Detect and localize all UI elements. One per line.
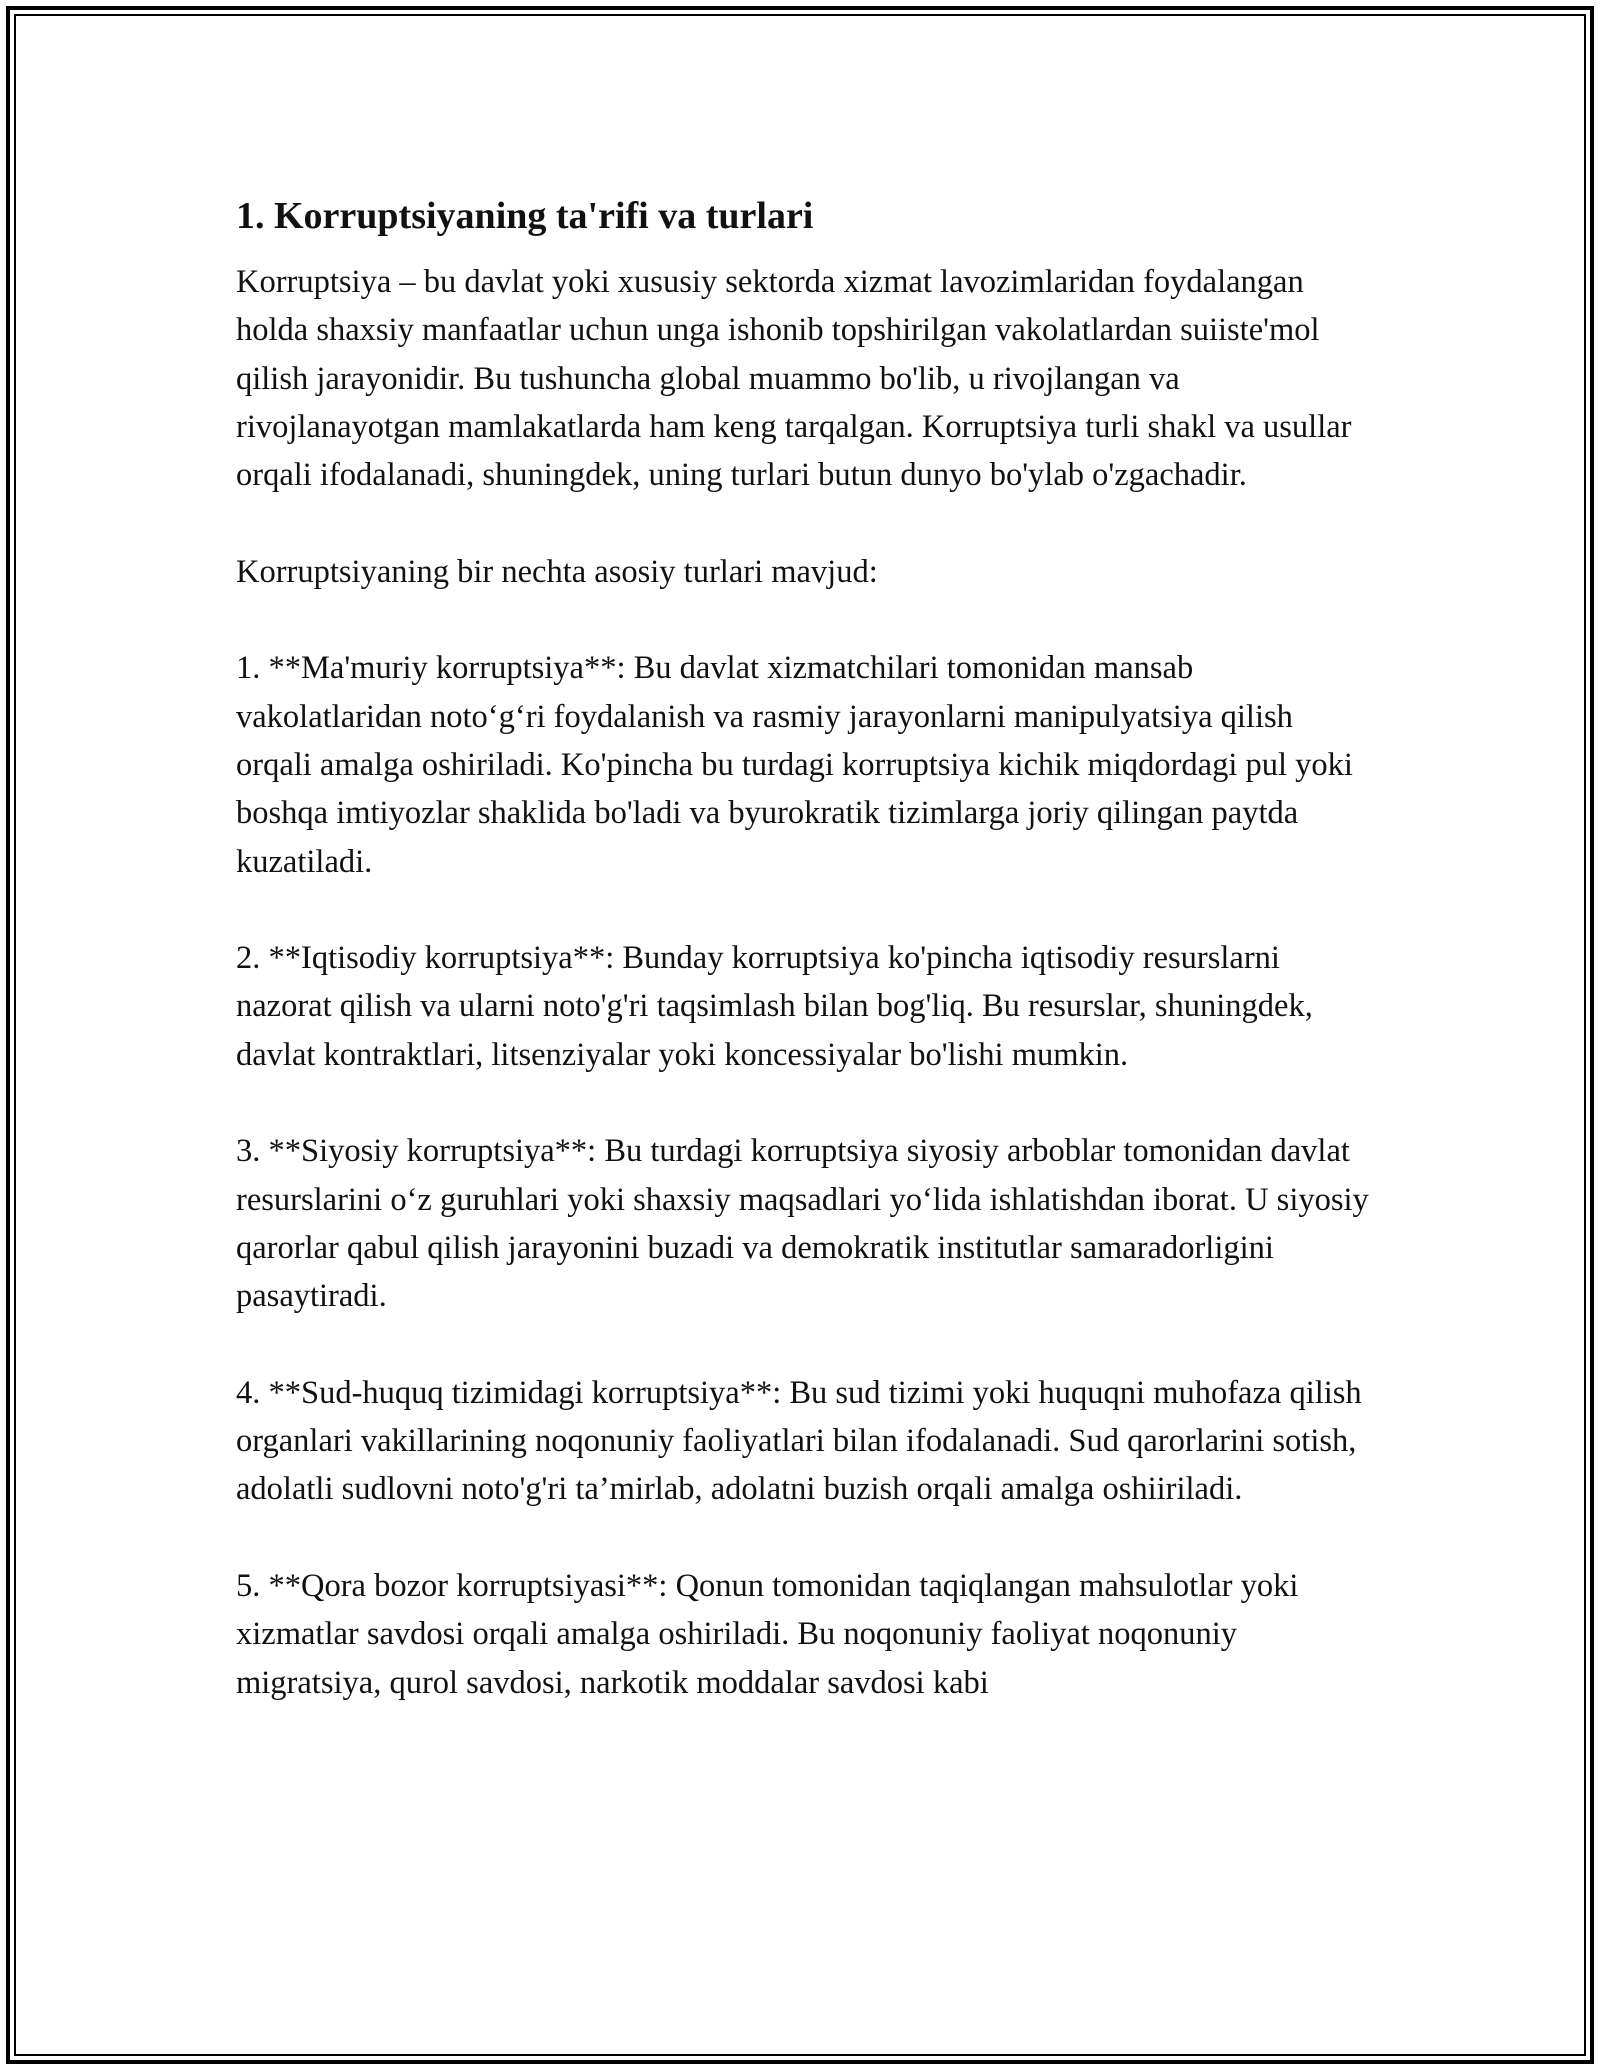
type-item-black-market: 5. **Qora bozor korruptsiyasi**: Qonun tomonidan taqiqlangan mahsulotlar yoki xizmatlar savdosi orqali amalga oshiriladi. Bu noqonuniy faoliyat noqonuniy migratsiya, qurol savdosi, narkotik moddalar savdosi kabi — [236, 1568, 1299, 1701]
document-body — [236, 188, 1376, 1707]
types-intro-paragraph: Korruptsiyaning bir nechta asosiy turlari mavjud: — [236, 553, 878, 590]
intro-paragraph: Korruptsiya – bu davlat yoki xususiy sektorda xizmat lavozimlaridan foydalangan holda shaxsiy manfaatlar uchun unga ishonib topshirilgan vakolatlardan suiiste'mol qilish jarayonidir. Bu tushuncha global muammo bo'lib, u rivojlangan va rivojlanayotgan mamlakatlarda ham keng tarqalgan. Korruptsiya turli shakl va usullar orqali ifodalanadi, shuningdek, uning turlari butun dunyo bo'ylab o'zgachadir. — [236, 264, 1352, 494]
document-heading: 1. Korruptsiyaning ta'rifi va turlari — [236, 195, 814, 237]
type-item-economic: 2. **Iqtisodiy korruptsiya**: Bunday korruptsiya ko'pincha iqtisodiy resurslarni nazorat qilish va ularni noto'g'ri taqsimlash bilan bog'liq. Bu resurslar, shuningdek, davlat kontraktlari, litsenziyalar yoki koncessiyalar bo'lishi mumkin. — [236, 940, 1313, 1073]
type-item-judicial: 4. **Sud-huquq tizimidagi korruptsiya**: Bu sud tizimi yoki huquqni muhofaza qilish organlari vakillarining noqonuniy faoliyatlari bilan ifodalanadi. Sud qarorlarini sotish, adolatli sudlovni noto'g'ri ta’mirlab, adolatni buzish orqali amalga oshiiriladi. — [236, 1374, 1362, 1508]
type-item-administrative: 1. **Ma'muriy korruptsiya**: Bu davlat xizmatchilari tomonidan mansab vakolatlaridan noto‘g‘ri foydalanish va rasmiy jarayonlarni manipulyatsiya qilish orqali amalga oshiriladi. Ko'pincha bu turdagi korruptsiya kichik miqdordagi pul yoki boshqa imtiyozlar shaklida bo'ladi va byurokratik tizimlarga joriy qilingan paytda kuzatiladi. — [236, 650, 1353, 880]
type-item-political: 3. **Siyosiy korruptsiya**: Bu turdagi korruptsiya siyosiy arboblar tomonidan davlat resurslarini o‘z guruhlari yoki shaxsiy maqsadlari yo‘lida ishlatishdan iborat. U siyosiy qarorlar qabul qilish jarayonini buzadi va demokratik institutlar samaradorligini pasaytiradi. — [236, 1133, 1369, 1315]
